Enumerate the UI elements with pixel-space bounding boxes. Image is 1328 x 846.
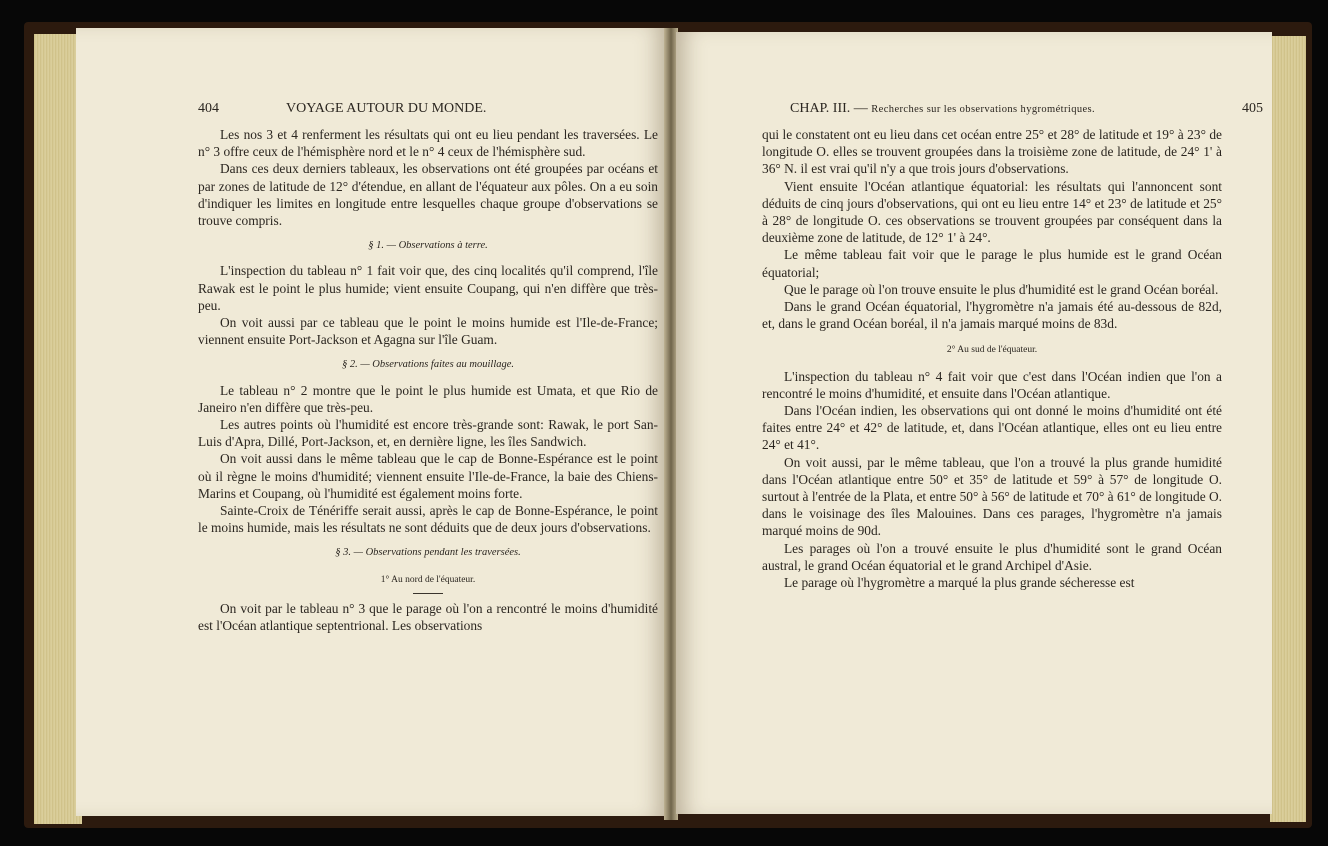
paragraph: Le tableau n° 2 montre que le point le plus humide est Umata, et que Rio de Janeiro n'en diffère que très-peu. bbox=[198, 382, 658, 415]
paragraph: Dans le grand Océan équatorial, l'hygromètre n'a jamais été au-dessous de 82d, et, dans le grand Océan boréal, il n'a jamais marqué moins de 83d. bbox=[762, 299, 1222, 332]
right-page-edges bbox=[1270, 36, 1306, 822]
right-page-body bbox=[762, 126, 1222, 591]
section-heading: § 2. — Observations faites au mouillage. bbox=[341, 359, 515, 371]
paragraph: Les autres points où l'humidité est encore très-grande sont: Rawak, le port San-Luis d'Apra, Dillé, Port-Jackson, et, en dernière ligne, les îles Sandwich. bbox=[198, 417, 658, 450]
paragraph: Les parages où l'on a trouvé ensuite le plus d'humidité sont le grand Océan austral, le grand Océan équatorial et le grand Archipel d'Asie. bbox=[762, 540, 1222, 573]
subsection-heading: 1° Au nord de l'équateur. bbox=[380, 574, 476, 585]
paragraph: Dans l'Océan indien, les observations qui ont donné le moins d'humidité ont été faites entre 24° et 42° de latitude, et, dans l'Océan atlantique, elles ont eu lieu entre 24° et 41°. bbox=[762, 403, 1222, 453]
paragraph: L'inspection du tableau n° 4 fait voir que c'est dans l'Océan indien que l'on a rencontré le moins d'humidité, et ensuite dans l'Océan atlantique. bbox=[762, 368, 1222, 401]
paragraph: Vient ensuite l'Océan atlantique équatorial: les résultats qui l'annoncent sont déduits de cinq jours d'observations, qui ont eu lieu entre 14° et 23° de latitude et 25° à 28° de longitude O. ces observations se trouvent groupées par conséquent dans la deuxième zone de latitude, de 12° 1' à 24°. bbox=[762, 178, 1222, 246]
divider bbox=[413, 593, 443, 594]
paragraph: qui le constatent ont eu lieu dans cet océan entre 25° et 28° de latitude et 19° à 23° de longitude O. elles se trouvent groupées dans la troisième zone de latitude, de 24° 1' à 36° N. il est vrai qu'il n'y a que trois jours d'observations. bbox=[762, 127, 1222, 177]
paragraph: Que le parage où l'on trouve ensuite le plus d'humidité est le grand Océan boréal. bbox=[784, 281, 1219, 297]
paragraph: Les nos 3 et 4 renferment les résultats qui ont eu lieu pendant les traversées. Le n° 3 offre ceux de l'hémisphère nord et le n° 4 ceux de l'hémisphère sud. bbox=[198, 127, 658, 160]
paragraph: On voit aussi, par le même tableau, que l'on a trouvé la plus grande humidité dans l'Océan atlantique entre 50° et 35° de latitude et 59° à 57° de longitude O. surtout à l'entrée de la Plata, et entre 50° à 56° de latitude et 70° à 61° de longitude O. dans le voisinage des îles Malouines. Dans ces parages, l'hygromètre n'a jamais marqué moins de 90d. bbox=[762, 454, 1223, 539]
page-number-right: 405 bbox=[1242, 101, 1263, 116]
section-heading: § 1. — Observations à terre. bbox=[368, 240, 488, 252]
left-page-body bbox=[198, 126, 658, 634]
page-number-left: 404 bbox=[198, 101, 219, 116]
left-page bbox=[76, 28, 666, 816]
paragraph: On voit par le tableau n° 3 que le parage où l'on a rencontré le moins d'humidité est l'Océan atlantique septentrional. Les observations bbox=[198, 600, 658, 634]
running-head-title: Recherches sur les observations hygrométriques. bbox=[871, 104, 1096, 115]
subsection-heading: 2° Au sud de l'équateur. bbox=[946, 345, 1038, 356]
paragraph: On voit aussi par ce tableau que le point le moins humide est l'Ile-de-France; viennent ensuite Port-Jackson et Agagna sur l'île Guam. bbox=[198, 315, 658, 348]
paragraph: Dans ces deux derniers tableaux, les observations ont été groupées par océans et par zones de latitude de 12° d'étendue, en allant de l'équateur aux pôles. On a eu soin d'indiquer les limites en longitude entre lesquelles chaque groupe d'observations se trouve compris. bbox=[198, 161, 658, 229]
running-head-right bbox=[790, 101, 1095, 117]
section-heading: § 3. — Observations pendant les traversées. bbox=[335, 547, 521, 559]
paragraph: On voit aussi dans le même tableau que le cap de Bonne-Espérance est le point où il règne le moins d'humidité; viennent ensuite l'Ile-de-France, la baie des Chiens-Marins et Coupang, où l'humidité est également moins forte. bbox=[198, 451, 658, 501]
left-page-edges bbox=[34, 34, 82, 824]
paragraph: L'inspection du tableau n° 1 fait voir que, des cinq localités qu'il comprend, l'île Rawak est le point le plus humide; vient ensuite Coupang, qui n'en diffère que très-peu. bbox=[198, 263, 658, 313]
right-page bbox=[676, 32, 1272, 814]
running-head-left: VOYAGE AUTOUR DU MONDE. bbox=[286, 101, 487, 116]
running-head-chapter: CHAP. III. — bbox=[790, 101, 872, 116]
paragraph: Sainte-Croix de Ténériffe serait aussi, après le cap de Bonne-Espérance, le point le moins humide, mais les résultats ne sont déduits que de deux jours d'observations. bbox=[198, 503, 658, 536]
paragraph: Le même tableau fait voir que le parage le plus humide est le grand Océan équatorial; bbox=[762, 247, 1222, 280]
paragraph: Le parage où l'hygromètre a marqué la plus grande sécheresse est bbox=[784, 575, 1135, 591]
